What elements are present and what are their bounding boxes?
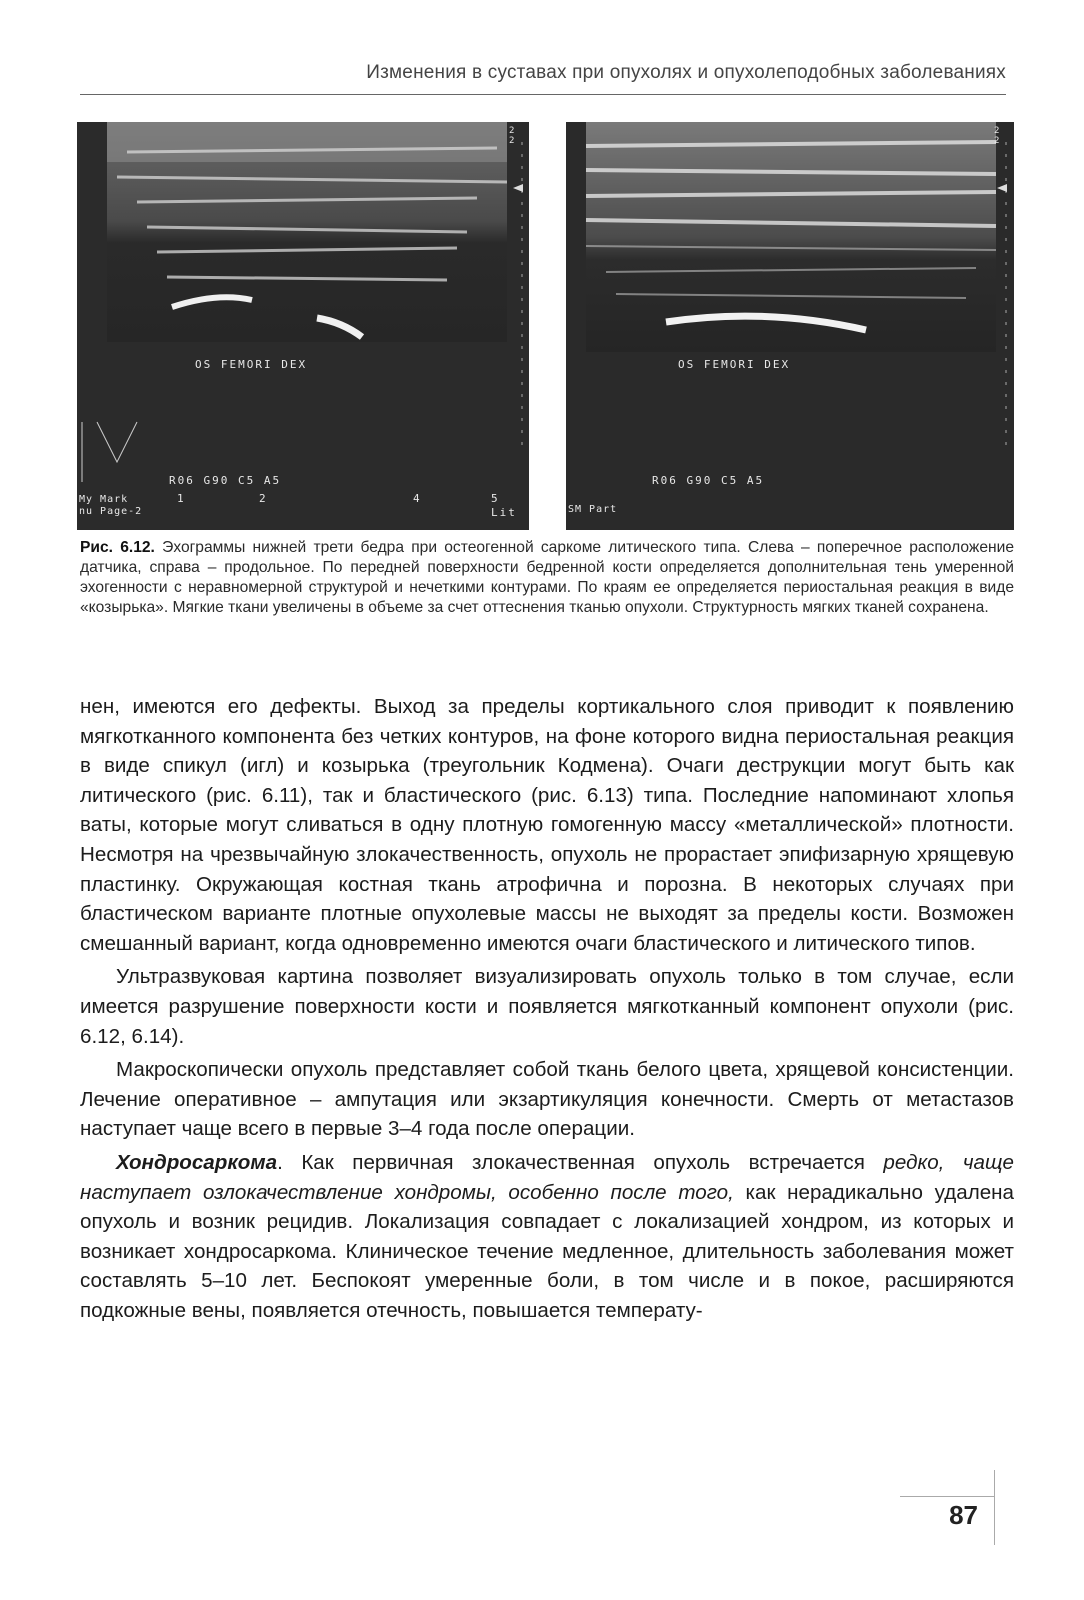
ultrasound-scan-right: [566, 122, 1014, 530]
corner-text-right: 2 2: [994, 126, 1000, 146]
running-head: Изменения в суставах при опухолях и опухолеподобных заболеваниях: [366, 62, 1006, 83]
paragraph-4-part-a: . Как первичная злокачественная опухоль встречается: [277, 1150, 884, 1174]
caption-text: Эхограммы нижней трети бедра при остеогенной саркоме литического типа. Слева – поперечное расположение датчика, справа – продольное. По передней поверхности бедренной кости определяется дополнительная тень умеренной эхогенности с неравномерной структурой и нечеткими контурами. По краям ее определяется периостальная реакция в виде «козырька». Мягкие ткани увеличены в объеме за счет оттеснения тканью опухоли. Структурность мягких тканей сохранена.: [80, 539, 1014, 616]
paragraph-4: [80, 1148, 1014, 1326]
term-chondrosarcoma: Хондросаркома: [116, 1150, 278, 1174]
page-number: 87: [949, 1500, 978, 1530]
corner-text-left: 2 2: [509, 126, 515, 146]
marker-5: 5: [491, 492, 500, 505]
marker-4: 4: [413, 492, 422, 505]
paragraph-4-italic: редко, чаще наступает озлокачествление хондромы, особенно после того,: [80, 1150, 1014, 1204]
ultrasound-scan-left: [77, 122, 529, 530]
header-rule: [80, 94, 1006, 95]
paragraph-3: Макроскопически опухоль представляет собой ткань белого цвета, хрящевой консистенции. Лечение оперативное – ампутация или экзартикуляция конечности. Смерть от метастазов наступает чаще всего в первые 3–4 года после операции.: [80, 1058, 1014, 1141]
corner-mark-vertical: [994, 1470, 995, 1545]
bone-label: OS FEMORI DEX: [195, 358, 308, 371]
corner-bottom: Lit: [491, 506, 517, 519]
paragraph-4-part-b: как нерадикально удалена опухоль и возник рецидив. Локализация совпадает с локализацией хондром, из которых и возникает хондросаркома. Клиническое течение медленное, длительность заболевания может составлять 5–10 лет. Беспокоят умеренные боли, в том числе и в покое, расширяются подкожные вены, появляется отечность, повышается температу-: [80, 1180, 1014, 1322]
caption-label: Рис. 6.12.: [80, 539, 155, 556]
menu-label: SM Part: [568, 504, 618, 515]
paragraph-1: нен, имеются его дефекты. Выход за пределы кортикального слоя приводит к появлению мягкотканного компонента без четких контуров, на фоне которого видна периостальная реакция в виде спикул (игл) и козырька (треугольник Кодмена). Очаги деструкции могут быть как литического (рис. 6.11), так и бластического (рис. 6.13) типа. Последние напоминают хлопья ваты, которые могут сливаться в одну плотную гомогенную массу «металлической» плотности. Несмотря на чрезвычайную злокачественность, опухоль не прорастает эпифизарную хрящевую пластинку. Окружающая костная ткань атрофична и порозна. В некоторых случаях при бластическом варианте плотные опухолевые массы не выходят за пределы кости. Возможен смешанный вариант, когда одновременно имеются очаги бластического и литического типов.: [80, 695, 1014, 955]
bone-label: OS FEMORI DEX: [678, 358, 791, 371]
corner-mark-horizontal: [900, 1496, 995, 1497]
marker-1: 1: [177, 492, 186, 505]
figure-caption: [80, 538, 1014, 618]
body-text: [80, 692, 1014, 1325]
paragraph-2: Ультразвуковая картина позволяет визуализировать опухоль только в том случае, если имеется разрушение поверхности кости и появляется мягкотканный компонент опухоли (рис. 6.12, 6.14).: [80, 965, 1014, 1048]
scan-params: R06 G90 C5 A5: [169, 474, 282, 487]
menu-top: My Mark: [79, 494, 129, 505]
menu-bottom: nu Page-2: [79, 506, 143, 517]
scan-params: R06 G90 C5 A5: [652, 474, 765, 487]
ultrasound-image-longitudinal: [566, 122, 1014, 530]
marker-2: 2: [259, 492, 268, 505]
ultrasound-image-transverse: [77, 122, 529, 530]
